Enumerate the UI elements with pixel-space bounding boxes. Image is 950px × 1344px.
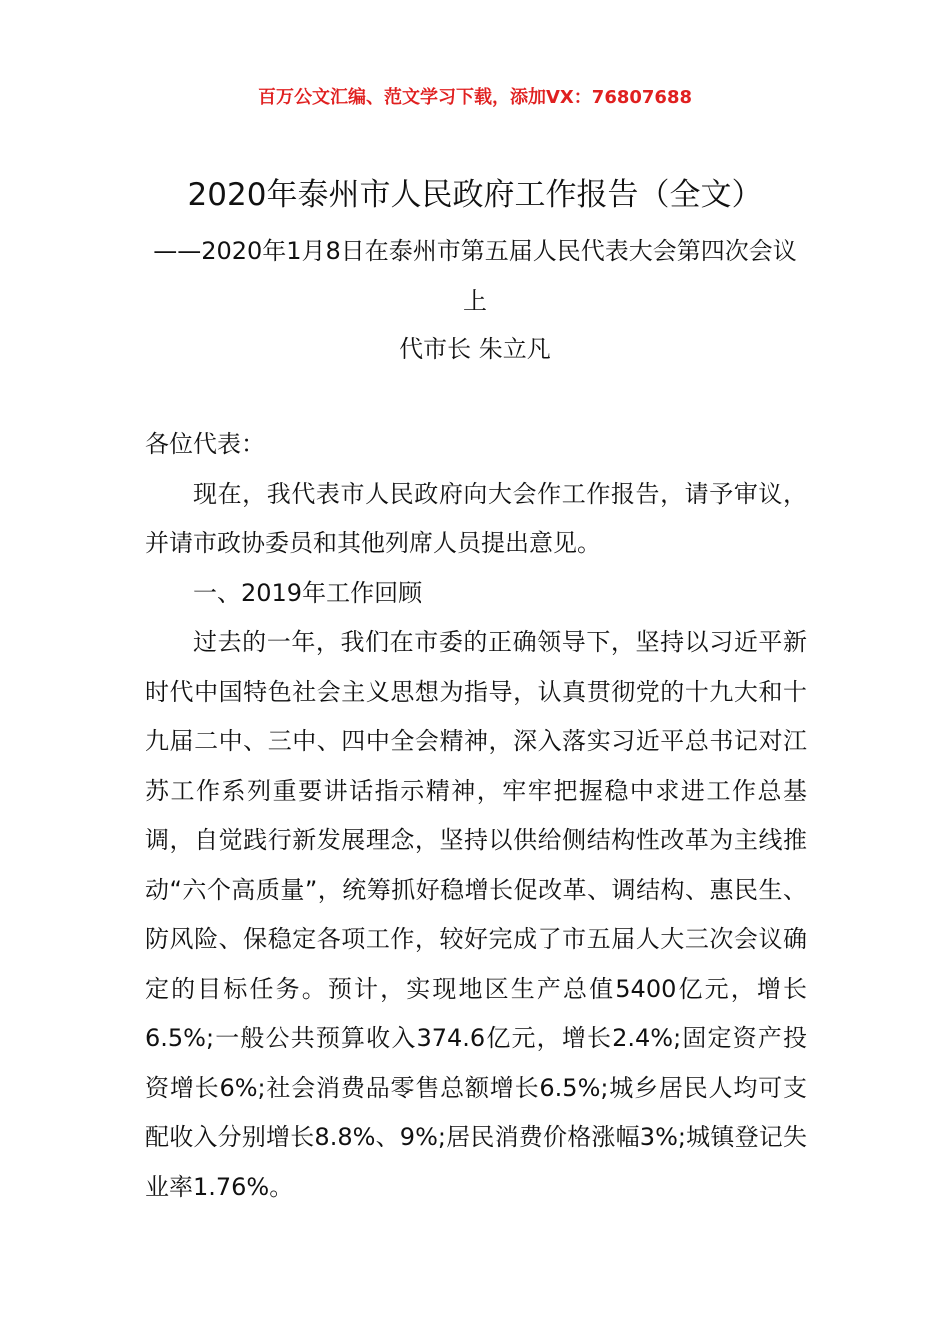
subtitle: ——2020年1月8日在泰州市第五届人民代表大会第四次会议上: [153, 237, 797, 315]
page-title: 2020年泰州市人民政府工作报告（全文）: [187, 177, 763, 213]
paragraph: 现在，我代表市人民政府向大会作工作报告，请予审议，并请市政协委员和其他列席人员提出意见。: [145, 479, 807, 557]
author-line: 代市长 朱立凡: [399, 335, 551, 363]
header-banner: 百万公文汇编、范文学习下载，添加VX：76807688: [257, 87, 692, 108]
section-heading: 一、2019年工作回顾: [193, 578, 423, 607]
paragraph: 过去的一年，我们在市委的正确领导下，坚持以习近平新时代中国特色社会主义思想为指导，认真贯彻党的十九大和十九届二中、三中、四中全会精神，深入落实习近平总书记对江苏工作系列重要讲话指示精神，牢牢把握稳中求进工作总基调，自觉践行新发展理念，坚持以供给侧结构性改革为主线推动“六个高质量”，统筹抓好稳增长促改革、调结构、惠民生、防风险、保稳定各项工作，较好完成了市五届人大三次会议确定的目标任务。预计，实现地区生产总值5400亿元，增长6.5%;一般公共预算收入374.6亿元，增长2.4%;固定资产投资增长6%;社会消费品零售总额增长6.5%;城乡居民人均可支配收入分别增长8.8%、9%;居民消费价格涨幅3%;城镇登记失业率1.76%。: [145, 628, 807, 1201]
body-text: [145, 420, 807, 1212]
salutation: 各位代表：: [145, 430, 265, 458]
